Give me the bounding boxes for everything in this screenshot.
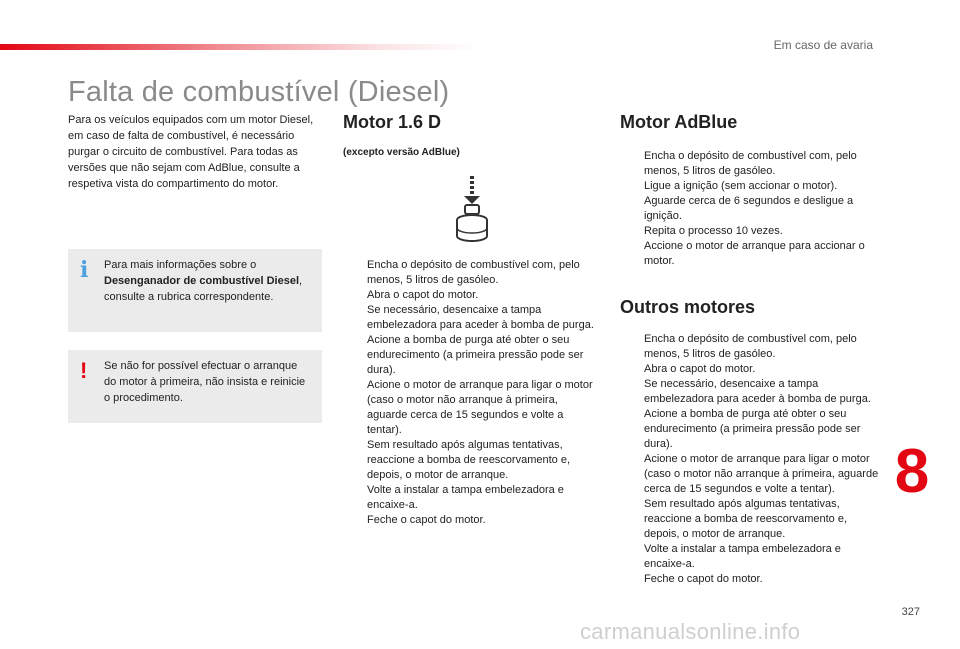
step-item	[620, 149, 880, 179]
step-item	[620, 332, 880, 362]
step-item	[343, 333, 597, 378]
step-text: Sem resultado após algumas tentativas, reaccione a bomba de reescorvamento e, depois, o motor de arranque.	[367, 439, 571, 481]
step-item	[620, 497, 880, 542]
page-title: Falta de combustível (Diesel)	[68, 76, 450, 108]
step-text: Abra o capot do motor.	[367, 289, 479, 301]
step-text: Encha o depósito de combustível com, pelo menos, 5 litros de gasóleo.	[644, 333, 857, 360]
step-text: Acione o motor de arranque para ligar o motor (caso o motor não arranque à primeira, aguarde cerca de 15 segundos e volte a tentar).	[367, 379, 593, 436]
info-text-prefix: Para mais informações sobre o	[104, 259, 257, 271]
warning-box	[68, 350, 322, 423]
section-label: Em caso de avaria	[773, 38, 873, 52]
warning-text: Se não for possível efectuar o arranque do motor à primeira, não insista e reinicie o procedimento.	[104, 360, 306, 404]
step-text: Acione a bomba de purga até obter o seu endurecimento (a primeira pressão pode ser dura).	[644, 408, 861, 450]
step-item	[343, 438, 597, 483]
step-item	[620, 542, 880, 572]
fuel-pump-icon	[452, 174, 492, 246]
intro-column	[68, 112, 324, 192]
step-text: Volte a instalar a tampa embelezadora e encaixe-a.	[644, 543, 841, 570]
warning-icon: !	[80, 358, 88, 383]
step-text: Aguarde cerca de 6 segundos e desligue a ignição.	[644, 195, 854, 222]
step-text: Accione o motor de arranque para accionar o motor.	[644, 240, 865, 267]
step-item	[343, 288, 597, 303]
others-steps	[620, 332, 880, 587]
info-box	[68, 249, 322, 332]
step-text: Abra o capot do motor.	[644, 363, 756, 375]
step-text: Repita o processo 10 vezes.	[644, 225, 783, 237]
step-item	[620, 362, 880, 377]
step-item	[620, 179, 880, 194]
step-item	[620, 452, 880, 497]
step-item	[620, 224, 880, 239]
others-title: Outros motores	[620, 297, 756, 317]
header-accent-bar	[0, 44, 480, 50]
adblue-title: Motor AdBlue	[620, 112, 738, 132]
step-item	[620, 407, 880, 452]
step-item	[343, 483, 597, 513]
step-text: Volte a instalar a tampa embelezadora e encaixe-a.	[367, 484, 564, 511]
watermark: carmanualsonline.info	[580, 619, 801, 644]
step-text: Ligue a ignição (sem accionar o motor).	[644, 180, 838, 192]
step-text: Acione o motor de arranque para ligar o motor (caso o motor não arranque à primeira, aguarde cerca de 15 segundos e volte a tentar).	[644, 453, 879, 495]
step-item	[343, 258, 597, 288]
step-item	[343, 303, 597, 333]
step-text: Encha o depósito de combustível com, pelo menos, 5 litros de gasóleo.	[644, 150, 857, 177]
motor16-title: Motor 1.6 D	[343, 112, 442, 132]
adblue-steps	[620, 149, 880, 269]
step-text: Acione a bomba de purga até obter o seu endurecimento (a primeira pressão pode ser dura).	[367, 334, 584, 376]
motor16-subtitle: (excepto versão AdBlue)	[343, 147, 460, 158]
step-item	[620, 377, 880, 407]
page-number: 327	[901, 606, 920, 618]
step-text: Se necessário, desencaixe a tampa embelezadora para aceder à bomba de purga.	[367, 304, 594, 331]
step-text: Feche o capot do motor.	[644, 573, 763, 585]
intro-text: Para os veículos equipados com um motor Diesel, em caso de falta de combustível, é necessário purgar o circuito de combustível. Para todas as versões que não sejam com AdBlue, consulte a respetiva vista do compartimento do motor.	[68, 114, 314, 190]
info-icon: i	[80, 257, 89, 283]
info-text-suffix: , consulte a rubrica correspondente.	[104, 275, 303, 303]
step-item	[343, 513, 597, 528]
motor16-steps	[343, 258, 597, 528]
step-text: Se necessário, desencaixe a tampa embelezadora para aceder à bomba de purga.	[644, 378, 871, 405]
step-text: Encha o depósito de combustível com, pelo menos, 5 litros de gasóleo.	[367, 259, 580, 286]
step-item	[620, 239, 880, 269]
adblue-section	[620, 112, 880, 587]
step-text: Sem resultado após algumas tentativas, reaccione a bomba de reescorvamento e, depois, o motor de arranque.	[644, 498, 848, 540]
chapter-number: 8	[894, 437, 930, 506]
step-item	[343, 378, 597, 438]
info-text-bold: Desenganador de combustível Diesel	[104, 275, 300, 287]
step-item	[620, 194, 880, 224]
step-item	[620, 572, 880, 587]
step-text: Feche o capot do motor.	[367, 514, 486, 526]
